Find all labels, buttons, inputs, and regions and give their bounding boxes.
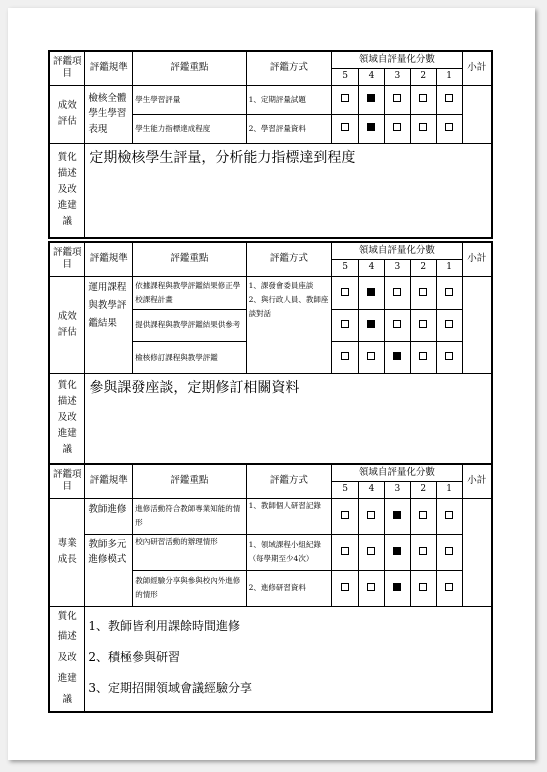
checkbox[interactable]: [384, 342, 410, 374]
header-subtotal: 小計: [462, 464, 492, 498]
checkbox[interactable]: [436, 498, 462, 534]
score-4: 4: [359, 68, 385, 85]
score-4: 4: [359, 481, 385, 498]
score-2: 2: [410, 68, 436, 85]
score-5: 5: [332, 481, 359, 498]
header-method: 評鑑方式: [246, 242, 332, 276]
subtotal-cell: [462, 85, 492, 143]
checkbox[interactable]: [332, 85, 359, 114]
criteria-label: 運用課程與教學評鑑結果: [85, 276, 133, 374]
desc-label: 質化描述及改進建議: [49, 606, 85, 712]
checkbox[interactable]: [359, 534, 385, 570]
checkbox[interactable]: [436, 570, 462, 606]
header-focus: 評鑑重點: [133, 464, 246, 498]
header-focus: 評鑑重點: [133, 51, 246, 85]
criteria-label: 檢核全體學生學習表現: [85, 85, 133, 143]
focus-text: 依據課程與教學評鑑結果修正學校課程計畫: [133, 276, 246, 310]
method-text: 1、教師個人研習記錄: [246, 498, 332, 534]
checkbox[interactable]: [359, 310, 385, 342]
checkbox[interactable]: [332, 534, 359, 570]
checkbox[interactable]: [384, 85, 410, 114]
header-method: 評鑑方式: [246, 464, 332, 498]
score-3: 3: [384, 259, 410, 276]
method-text: 1、課發會委員座談 2、與行政人員、教師座談對話: [246, 276, 332, 374]
checkbox[interactable]: [359, 276, 385, 310]
criteria-label: 教師多元進修模式: [85, 534, 133, 606]
description-line: 2、積極參與研習: [88, 649, 181, 664]
evaluation-table-3: [48, 463, 493, 713]
score-2: 2: [410, 481, 436, 498]
checkbox[interactable]: [436, 114, 462, 143]
checkbox[interactable]: [384, 570, 410, 606]
header-score-group: 領域自評量化分數: [332, 51, 462, 68]
item-label: 專業成長: [49, 498, 85, 606]
checkbox[interactable]: [332, 310, 359, 342]
header-criteria: 評鑑規準: [85, 242, 133, 276]
checkbox[interactable]: [410, 85, 436, 114]
checkbox[interactable]: [384, 534, 410, 570]
description-text: 定期檢核學生評量，分析能力指標達到程度: [85, 143, 492, 238]
description-block: [85, 606, 492, 712]
description-line: 3、定期招開領域會議經驗分享: [88, 680, 253, 695]
header-score-group: 領域自評量化分數: [332, 464, 462, 481]
checkbox[interactable]: [359, 342, 385, 374]
item-label: 成效評估: [49, 85, 85, 143]
checkbox[interactable]: [410, 570, 436, 606]
focus-text: 提供課程與教學評鑑結果供參考: [133, 310, 246, 342]
score-5: 5: [332, 68, 359, 85]
checkbox[interactable]: [359, 114, 385, 143]
checkbox[interactable]: [436, 85, 462, 114]
score-3: 3: [384, 481, 410, 498]
header-item: 評鑑項目: [49, 242, 85, 276]
checkbox[interactable]: [410, 310, 436, 342]
desc-label: 質化描述及改進建議: [49, 374, 85, 464]
score-4: 4: [359, 259, 385, 276]
focus-text: 學生學習評量: [133, 85, 246, 114]
desc-label: 質化描述及改進建議: [49, 143, 85, 238]
subtotal-cell: [462, 276, 492, 374]
score-5: 5: [332, 259, 359, 276]
checkbox[interactable]: [359, 570, 385, 606]
checkbox[interactable]: [410, 534, 436, 570]
checkbox[interactable]: [384, 114, 410, 143]
checkbox[interactable]: [436, 534, 462, 570]
score-1: 1: [436, 259, 462, 276]
focus-text: 校內研習活動的辦理情形: [133, 534, 246, 570]
method-text: 2、進修研習資料: [246, 570, 332, 606]
item-label: 成效評估: [49, 276, 85, 374]
checkbox[interactable]: [410, 342, 436, 374]
header-criteria: 評鑑規準: [85, 51, 133, 85]
score-3: 3: [384, 68, 410, 85]
header-method: 評鑑方式: [246, 51, 332, 85]
header-item: 評鑑項目: [49, 51, 85, 85]
checkbox[interactable]: [332, 342, 359, 374]
checkbox[interactable]: [332, 570, 359, 606]
score-2: 2: [410, 259, 436, 276]
focus-text: 教師經驗分享與參與校內外進修的情形: [133, 570, 246, 606]
checkbox[interactable]: [436, 276, 462, 310]
checkbox[interactable]: [384, 276, 410, 310]
checkbox[interactable]: [332, 276, 359, 310]
header-subtotal: 小計: [462, 51, 492, 85]
method-text: 1、定期評量試題: [246, 85, 332, 114]
score-1: 1: [436, 68, 462, 85]
header-criteria: 評鑑規準: [85, 464, 133, 498]
criteria-label: 教師進修: [85, 498, 133, 534]
checkbox[interactable]: [384, 310, 410, 342]
subtotal-cell: [462, 498, 492, 606]
score-1: 1: [436, 481, 462, 498]
checkbox[interactable]: [332, 114, 359, 143]
evaluation-table-2: [48, 241, 493, 465]
checkbox[interactable]: [436, 342, 462, 374]
checkbox[interactable]: [410, 498, 436, 534]
method-text: 2、學習評量資料: [246, 114, 332, 143]
description-text: 參與課發座談，定期修訂相關資料: [85, 374, 492, 464]
description-line: 1、教師皆利用課餘時間進修: [88, 618, 241, 633]
checkbox[interactable]: [384, 498, 410, 534]
focus-text: 進修活動符合教師專業知能的情形: [133, 498, 246, 534]
checkbox[interactable]: [332, 498, 359, 534]
checkbox[interactable]: [359, 85, 385, 114]
checkbox[interactable]: [359, 498, 385, 534]
header-score-group: 領域自評量化分數: [332, 242, 462, 259]
focus-text: 學生能力指標達成程度: [133, 114, 246, 143]
checkbox[interactable]: [410, 114, 436, 143]
header-subtotal: 小計: [462, 242, 492, 276]
method-text: 1、領域課程小組紀錄（每學期至少4次）: [246, 534, 332, 570]
header-focus: 評鑑重點: [133, 242, 246, 276]
focus-text: 檢核修訂課程與教學評鑑: [133, 342, 246, 374]
header-item: 評鑑項目: [49, 464, 85, 498]
evaluation-table-1: [48, 50, 493, 239]
checkbox[interactable]: [410, 276, 436, 310]
checkbox[interactable]: [436, 310, 462, 342]
